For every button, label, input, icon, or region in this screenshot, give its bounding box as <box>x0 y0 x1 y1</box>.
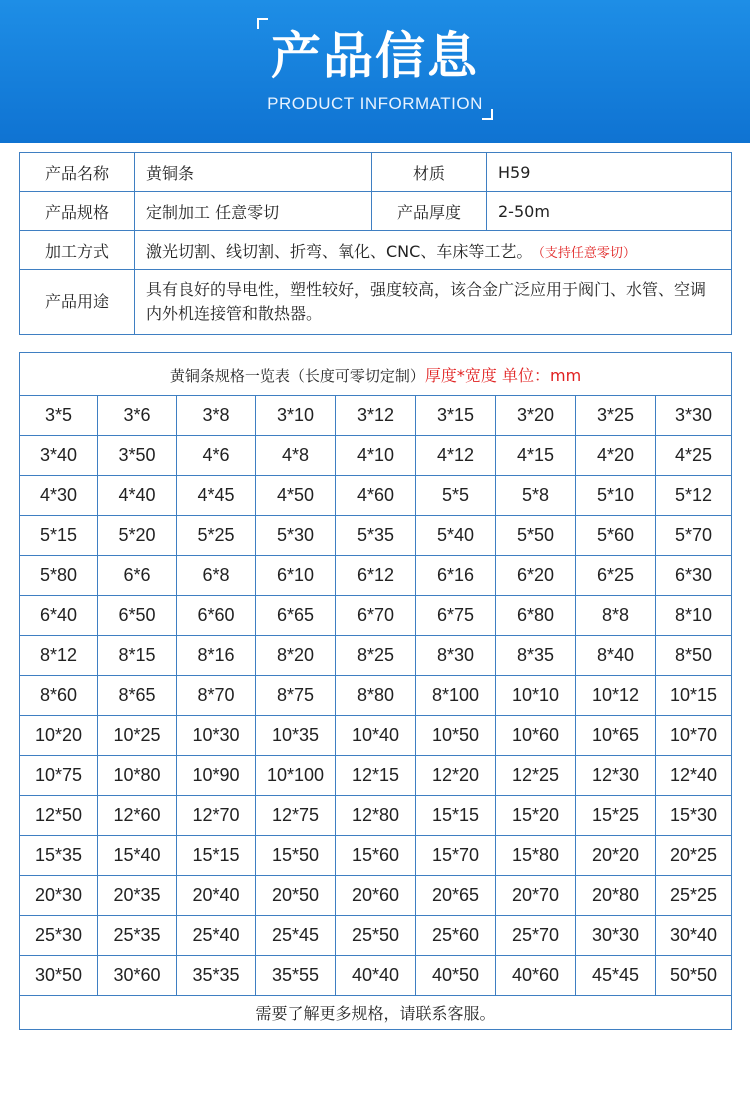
spec-cell: 6*65 <box>256 596 336 636</box>
spec-label: 产品规格 <box>20 192 135 231</box>
spec-cell: 3*40 <box>20 436 98 476</box>
spec-cell: 6*70 <box>336 596 416 636</box>
spec-cell: 20*60 <box>336 876 416 916</box>
spec-cell: 25*35 <box>98 916 177 956</box>
spec-cell: 10*40 <box>336 716 416 756</box>
spec-cell: 10*15 <box>656 676 732 716</box>
spec-cell: 25*30 <box>20 916 98 956</box>
spec-cell: 5*80 <box>20 556 98 596</box>
spec-cell: 5*40 <box>416 516 496 556</box>
spec-cell: 5*25 <box>177 516 256 556</box>
usage-label: 产品用途 <box>20 270 135 335</box>
spec-cell: 6*8 <box>177 556 256 596</box>
spec-table <box>19 352 732 1030</box>
spec-cell: 6*20 <box>496 556 576 596</box>
material-value: H59 <box>487 153 732 192</box>
spec-row <box>20 716 732 756</box>
spec-cell: 5*10 <box>576 476 656 516</box>
spec-cell: 20*65 <box>416 876 496 916</box>
spec-cell: 30*30 <box>576 916 656 956</box>
spec-cell: 15*15 <box>177 836 256 876</box>
spec-cell: 30*40 <box>656 916 732 956</box>
spec-caption-unit: 厚度*宽度 单位：mm <box>424 365 582 385</box>
spec-row <box>20 956 732 996</box>
page-title: 产品信息 <box>271 27 479 85</box>
spec-cell: 8*30 <box>416 636 496 676</box>
spec-cell: 8*40 <box>576 636 656 676</box>
spec-caption-text: 黄铜条规格一览表（长度可零切定制） <box>169 366 425 385</box>
spec-cell: 15*35 <box>20 836 98 876</box>
header-banner <box>0 0 750 143</box>
spec-cell: 10*80 <box>98 756 177 796</box>
info-row-process <box>20 231 732 270</box>
spec-cell: 12*80 <box>336 796 416 836</box>
spec-cell: 10*50 <box>416 716 496 756</box>
spec-cell: 6*25 <box>576 556 656 596</box>
spec-cell: 10*35 <box>256 716 336 756</box>
spec-cell: 5*15 <box>20 516 98 556</box>
spec-cell: 6*12 <box>336 556 416 596</box>
spec-cell: 35*35 <box>177 956 256 996</box>
spec-cell: 5*8 <box>496 476 576 516</box>
spec-cell: 10*25 <box>98 716 177 756</box>
spec-row <box>20 556 732 596</box>
spec-cell: 6*16 <box>416 556 496 596</box>
spec-cell: 15*20 <box>496 796 576 836</box>
spec-row <box>20 436 732 476</box>
spec-cell: 25*60 <box>416 916 496 956</box>
spec-cell: 15*15 <box>416 796 496 836</box>
process-label: 加工方式 <box>20 231 135 270</box>
spec-cell: 12*20 <box>416 756 496 796</box>
spec-cell: 10*70 <box>656 716 732 756</box>
spec-caption-row <box>20 353 732 396</box>
spec-cell: 10*90 <box>177 756 256 796</box>
spec-cell: 5*30 <box>256 516 336 556</box>
spec-cell: 3*5 <box>20 396 98 436</box>
spec-cell: 8*70 <box>177 676 256 716</box>
spec-cell: 12*25 <box>496 756 576 796</box>
spec-cell: 20*20 <box>576 836 656 876</box>
spec-row <box>20 476 732 516</box>
spec-cell: 4*8 <box>256 436 336 476</box>
spec-cell: 8*8 <box>576 596 656 636</box>
spec-cell: 6*50 <box>98 596 177 636</box>
spec-cell: 40*50 <box>416 956 496 996</box>
spec-cell: 20*50 <box>256 876 336 916</box>
spec-cell: 6*80 <box>496 596 576 636</box>
spec-cell: 20*40 <box>177 876 256 916</box>
spec-value: 定制加工 任意零切 <box>135 192 372 231</box>
spec-cell: 8*35 <box>496 636 576 676</box>
spec-cell: 8*75 <box>256 676 336 716</box>
spec-cell: 12*40 <box>656 756 732 796</box>
spec-cell: 20*80 <box>576 876 656 916</box>
material-label: 材质 <box>372 153 487 192</box>
spec-cell: 50*50 <box>656 956 732 996</box>
spec-cell: 25*40 <box>177 916 256 956</box>
spec-cell: 30*60 <box>98 956 177 996</box>
spec-cell: 10*10 <box>496 676 576 716</box>
spec-cell: 3*30 <box>656 396 732 436</box>
spec-cell: 15*80 <box>496 836 576 876</box>
spec-cell: 8*20 <box>256 636 336 676</box>
spec-row <box>20 516 732 556</box>
spec-cell: 4*30 <box>20 476 98 516</box>
spec-row <box>20 836 732 876</box>
spec-cell: 15*25 <box>576 796 656 836</box>
spec-cell: 10*65 <box>576 716 656 756</box>
page-subtitle: PRODUCT INFORMATION <box>267 94 483 113</box>
spec-cell: 8*25 <box>336 636 416 676</box>
spec-cell: 40*40 <box>336 956 416 996</box>
spec-cell: 3*15 <box>416 396 496 436</box>
spec-row <box>20 676 732 716</box>
spec-cell: 10*75 <box>20 756 98 796</box>
thickness-label: 产品厚度 <box>372 192 487 231</box>
spec-cell: 25*70 <box>496 916 576 956</box>
spec-row <box>20 636 732 676</box>
spec-cell: 3*50 <box>98 436 177 476</box>
spec-cell: 20*30 <box>20 876 98 916</box>
spec-cell: 15*30 <box>656 796 732 836</box>
spec-cell: 8*15 <box>98 636 177 676</box>
spec-cell: 10*20 <box>20 716 98 756</box>
spec-cell: 8*10 <box>656 596 732 636</box>
spec-cell: 4*45 <box>177 476 256 516</box>
spec-cell: 40*60 <box>496 956 576 996</box>
product-info-table <box>19 152 732 335</box>
contact-note: 需要了解更多规格，请联系客服。 <box>20 996 732 1030</box>
spec-cell: 6*30 <box>656 556 732 596</box>
spec-cell: 6*75 <box>416 596 496 636</box>
header-title-frame <box>257 18 493 120</box>
spec-cell: 3*6 <box>98 396 177 436</box>
spec-cell: 4*12 <box>416 436 496 476</box>
process-value: 激光切割、线切割、折弯、氧化、CNC、车床等工艺。 <box>146 241 533 261</box>
spec-cell: 3*10 <box>256 396 336 436</box>
spec-cell: 8*50 <box>656 636 732 676</box>
spec-cell: 5*70 <box>656 516 732 556</box>
spec-cell: 8*65 <box>98 676 177 716</box>
spec-cell: 3*12 <box>336 396 416 436</box>
spec-cell: 8*100 <box>416 676 496 716</box>
spec-cell: 3*8 <box>177 396 256 436</box>
spec-row <box>20 796 732 836</box>
spec-cell: 12*50 <box>20 796 98 836</box>
spec-footer-row <box>20 996 732 1030</box>
spec-cell: 5*5 <box>416 476 496 516</box>
spec-cell: 45*45 <box>576 956 656 996</box>
spec-cell: 6*10 <box>256 556 336 596</box>
spec-cell: 3*20 <box>496 396 576 436</box>
spec-cell: 8*80 <box>336 676 416 716</box>
spec-cell: 10*12 <box>576 676 656 716</box>
spec-cell: 12*75 <box>256 796 336 836</box>
spec-cell: 35*55 <box>256 956 336 996</box>
name-value: 黄铜条 <box>135 153 372 192</box>
spec-cell: 10*30 <box>177 716 256 756</box>
spec-cell: 15*60 <box>336 836 416 876</box>
process-note: （支持任意零切） <box>538 245 636 261</box>
spec-cell: 5*50 <box>496 516 576 556</box>
spec-cell: 15*50 <box>256 836 336 876</box>
spec-cell: 15*70 <box>416 836 496 876</box>
spec-cell: 4*6 <box>177 436 256 476</box>
name-label: 产品名称 <box>20 153 135 192</box>
spec-cell: 6*40 <box>20 596 98 636</box>
spec-cell: 20*25 <box>656 836 732 876</box>
spec-cell: 4*10 <box>336 436 416 476</box>
spec-cell: 12*70 <box>177 796 256 836</box>
spec-cell: 4*20 <box>576 436 656 476</box>
spec-row <box>20 876 732 916</box>
spec-cell: 12*15 <box>336 756 416 796</box>
info-row-spec <box>20 192 732 231</box>
spec-row <box>20 396 732 436</box>
spec-cell: 20*35 <box>98 876 177 916</box>
spec-cell: 4*50 <box>256 476 336 516</box>
spec-row <box>20 596 732 636</box>
spec-cell: 12*30 <box>576 756 656 796</box>
spec-cell: 12*60 <box>98 796 177 836</box>
spec-cell: 4*25 <box>656 436 732 476</box>
spec-cell: 10*100 <box>256 756 336 796</box>
spec-cell: 25*45 <box>256 916 336 956</box>
spec-cell: 10*60 <box>496 716 576 756</box>
process-cell <box>135 231 732 270</box>
spec-cell: 8*60 <box>20 676 98 716</box>
spec-cell: 25*50 <box>336 916 416 956</box>
spec-cell: 4*40 <box>98 476 177 516</box>
spec-cell: 6*6 <box>98 556 177 596</box>
info-row-name <box>20 153 732 192</box>
spec-cell: 4*60 <box>336 476 416 516</box>
spec-cell: 8*16 <box>177 636 256 676</box>
spec-cell: 3*25 <box>576 396 656 436</box>
spec-row <box>20 916 732 956</box>
spec-cell: 25*25 <box>656 876 732 916</box>
spec-cell: 20*70 <box>496 876 576 916</box>
thickness-value: 2-50m <box>487 192 732 231</box>
spec-cell: 5*60 <box>576 516 656 556</box>
spec-cell: 8*12 <box>20 636 98 676</box>
spec-cell: 6*60 <box>177 596 256 636</box>
spec-caption <box>20 353 732 396</box>
spec-cell: 5*12 <box>656 476 732 516</box>
spec-cell: 15*40 <box>98 836 177 876</box>
spec-cell: 4*15 <box>496 436 576 476</box>
usage-value: 具有良好的导电性，塑性较好，强度较高，该合金广泛应用于阀门、水管、空调内外机连接管和散热器。 <box>135 270 732 335</box>
spec-cell: 5*35 <box>336 516 416 556</box>
spec-cell: 5*20 <box>98 516 177 556</box>
info-row-usage <box>20 270 732 335</box>
spec-cell: 30*50 <box>20 956 98 996</box>
spec-row <box>20 756 732 796</box>
